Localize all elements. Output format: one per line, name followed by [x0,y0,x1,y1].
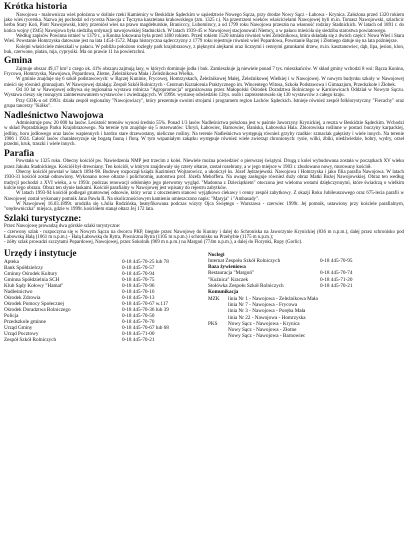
table-row [4,337,200,343]
route: linia Nr 1 - Nawojowa - Żeleźnikowa Mała [228,295,318,302]
route: Nowy Sącz - Nawojowa - Krynica [228,320,300,327]
route: Nowy Sącz - Nawojowa - Złotne [228,327,297,334]
paragraph: Zajmuje obszar 49,17 km² z czego ok. 41% obszaru zajmują lasy, w których dominuje jodła i buk. Zamieszkuje ją niewiele ponad 7 tys. mieszkańców. W skład gminy wchodzi 8 wsi: Bącza Kunina, Frycowa, Homrzyska, Nawojowa, Popardowa, Złotne, Żeleźnikowa Mała i Żeleźnikowa Wielka. [4,66,404,78]
section-title-trails: Szlaki turystyczne: [4,213,82,224]
office-name: Ośrodek Pomocy Społecznej [4,300,64,307]
document-page [2,0,406,343]
offices-rows [4,259,200,344]
office-phone: 0-18 445-70-13 [122,294,155,301]
office-phone: 0-18 445-70-75 [122,276,155,283]
office-phone: 0-18 445-70-94 [122,270,155,277]
paragraph: Obecny kościół powstał w latach 1894-98. Budowę rozpoczął ksiądz Kazimierz Wojtarowicz, a ukończył ks. Józef Jędrzejewski. Nawojowa i Homrzyska i jako filia parafia Nawojowa. W latach 1930-31 kościół został odnowiony. Wykonano nowe ołtarze i polichromię, autorstwa prof. Józefa Mehoffera. Na uwagę zasługuje również duży obraz Matki Bożej Nawojowskiej. Obraz ten według tradycji pochodzi z XVI wieku, a w 1993r. podczas renowacji odsłonięto jego pierwotny wygląd. "Madonna z Dzieciątkiem" otoczona jest wieloma wotami dziękczynnymi, które świadczą o wielkim kulcie tego obrazu. Obraz ten słynie łaskami. Kościół parafialny w Nawojowej jest wpisany do rejestru zabytków. [4,169,404,191]
carrier: MZK [208,295,220,302]
entry-name: Restauracja "Margoń" [208,270,255,277]
paragraph: Kolejni właściciele mieszkali w pałacu. W pobliżu położono rozległy park krajobrazowy, z pięknymi alejkami oraz licznymi i cennymi gatunkami drzew, m.in. kasztanowiec, dąb, lipa, jesion, klon, buk, czerwone, platan, tuja, cyprysiki. Ma on prawie 11 ha powierzchni. [4,44,404,55]
office-name: Bank Spółdzielczy [4,264,44,271]
office-name: Zespół Szkół Rolniczych [4,337,57,344]
office-name: Gminna Spółdzielnia SCH [4,276,60,283]
office-phone: 0-18 445-70-57 [122,264,155,271]
entry-phone: 0-18 445-70-95 [320,257,353,264]
office-name: Ośrodek Doradztwa Rolniczego [4,306,71,313]
entry-phone: 0-18 445-71-20 [320,276,353,283]
carrier [208,333,228,339]
contacts-area [4,248,404,344]
route: linia Nr 7 - Nawojowa - Frycowa [228,301,298,308]
route: Nowy Sącz - Nawojowa - Barnowiec [228,333,306,340]
paragraph: Powstała w 1325 roku. Obecny kościół pw. Nawiedzenia NMP jest trzecim z kolei. Niewiele można powiedzieć o pierwszej świątyni. Drugą z kolei wybudowana została w początkach XV wieku przez Jakuba Stadnickiego. Kościół był drewniany. Ten kościół, w którym znajdowały się cztery ołtarze, został rozebrany, a w jego miejsce w 1903 r. zbudowano nowy, murowany kościół. [4,159,404,170]
route: linia Nr 22 - Nawojowa - Homrzyska [228,314,306,321]
office-name: Gminny Ośrodek Kultury [4,270,58,277]
paragraph: Przez Nawojowę prowadzą dwa górskie szlaki turystyczne: [4,224,121,230]
noclegi-title: Noclegi [208,251,225,258]
entry-name: Internat Zespołu Szkół Rolniczych [208,257,281,264]
office-phone: 0-18 445-70-36 lub 39 [122,306,169,313]
komunikacja-title: Komunikacja [208,289,239,296]
list-item: - żółty szlak prowadzi szczytami Popardowej, Nawojowej, przez Sokolnik (969 m n.p.m.) na Margoń (774m n.p.m.), a dalej do Florynki, Ropy (Gorlic). [4,240,303,246]
paragraph: Przy GOK-u od 1993r. działa zespół regionalny "Nawojowiacy", który prezentuje swoimi strojami i programem region Lachów Sądeckich. Istnieje również zespół folklorystyczny "Fiecachy" oraz grupa tancerzy "Kółko". [4,98,404,110]
paragraph: Nawojowa - malownicza wieś położona w dolinie rzeki Kamienicy w Beskidzie Sądeckim w sąsiedztwie Nowego Sącza, przy drodze Nowy Sącz - Łabowa - Krynica. Założona przed 1320 rokiem jako wieś rycerska. Nazwa jej pochodzi od rycerza Nawoja z Tęczyna kasztelana krakowskiego (zm. 1325 r.). Na przestrzeni wieków właścicielami Nawojowej byli m.in. Tomasz Nawojowski, szlachcic herbu Stary Koń, Piotr Nawojowski, który przeniósł wieś na prawo magdeburskie, Branicccy, Lubomirscy, a od 1799 roku Nawojowa przeszła na własność rodziny Stadnickich. W latach od 1891 r. do końca wojny (1945) Nawojowa była siedzibą ordynacji nawojowskiej Stadnickich. W latach 1939-45 w Nawojowej stacjonowali Niemcy, a w pałacu mieściła się siedziba starostwa powiatowego. [4,12,404,34]
trail-list [4,230,404,246]
office-phone: 0-18 445-70-67 w.117 [122,300,169,307]
services-table [208,248,404,344]
office-name: Przedszkole gminne [4,319,46,325]
office-name: Apteka [4,258,19,265]
entry-phone: 0-18 445-70-21 [320,283,353,290]
paragraph: Administruje pow. 20 000 ha lasów. Lesistość terenów wynosi średnio 55%. Ponad 1/3 lasów Nadleśnictwa położona jest w paśmie Jaworzyny Krynickiej, a reszta w Beskidzie Sądeckim. Wchodzi w skład Popradzkiego Parku Krajobrazowego. Na terenie tym znajduje się 5 rezerwatów: Uhryń, Łabowiec, Barnowiec, Baniska, Łabowska Hala. Zbiorowiska roślinne w postaci buczyny karpackiej, jedliny, boru jodłowego oraz lasów wapiennych i bardzo stare drzewostany, nieliczne rośliny. Na terenie Nadleśnictwa występują również grzyby rzadkie: szmaciak gałęzisty i wiele innych. Na terenie 1906 i 1924. Całość lasów charakteryzuje się bogatą fauną i florą. W tym wspaniałym zakątku występuje również wiele zwierząt chronionych: rysie, wilki, żbiki, niedźwiedzie, bobry, wydry, orzeł przedni, kruk, traszki i wiele innych. [4,121,404,148]
offices-table [4,248,200,344]
baza-title: Baza żywieniowa [208,264,246,271]
paragraph: Od 10 lat w Nawojowej odbywa się regionalna wystawa rolnicza "Agropromocja" organizowana przez Małopolski Ośrodek Doradztwa Rolniczego w Karniowicach Oddział w Nowym Sączu. Wystawa cieszy się rosnącym zainteresowaniem wystawców i zwiedzających. W 1999r. wystawę odwiedziło 12tys. osób i zaprezentowało się 130 wystawców z całego kraju. [4,88,404,99]
office-name: Klub Sądy Kołowy "Hamat" [4,282,64,289]
office-name: Urząd Pocztowy [4,331,39,338]
office-phone: 0-18 445-70-67 lub 68 [122,325,169,332]
office-name: Urząd Gminy [4,325,33,332]
office-name: Policja [4,312,19,319]
baza-rows [208,270,404,289]
office-phone: 0-18 445-70-21 [122,337,155,344]
office-phone: 0-18 445-70-16 [122,288,155,295]
office-name: Nadleśnictwo [4,288,33,295]
entry-phone: 0-18 445-70-74 [320,270,353,277]
paragraph: W latach 1993-94 kościół podlegał gruntownej odnowie, który wraz z otoczeniem stanowi wyjątkowo ciekawy i cenny zespół zabytkowy. Z okazji Roku Jubileuszowego oraz 675-lecia parafii w Nawojowej został wykonany pomnik Jana Pawła II. Na okolicznościowym kamieniu umieszczono napis: "Maryja" i "Ambasady". [4,191,404,202]
carrier: PKS [208,320,218,327]
section-title-parafia: Parafia [4,148,35,159]
paragraph: W Nawojowej 16.03.1899r. urodziła się s.Julia Rodzińska, beatyfikowana podczas wizyty Ojca Świętego - Warszawa - czerwiec 1999r. Jej pomnik, ustawiony przy kościele parafialnym, "orędowniczka" miejsca, gdzie w 1999r. kościółem stanął ołtarz Jej 172 lata. [4,201,404,213]
entry-name: Stołówka Zespołu Szkół Rolniczych [208,283,284,290]
paragraph: Według zapisów Powinna istnieć w 1379 r., a Kunina lokowana była przed 1400 rokiem. Przed rokiem 1520 istniała również wieś Żeleźnikowa, która składała się z dwóch części: Nowa Wieś i Stara Wieś. Powstanie Homrzyska datowane jest na lata 1454-1572. Mapa historyczna sądecczyzny z 1779 roku rejestruje również wieś Popardowa, Powstanie Bączej i Złotnego datuje się na lata późniejsze. [4,33,404,45]
section-title-nadlesnictwo: Nadleśnictwo Nawojowa [4,110,104,121]
office-phone: 0-18 445-70-25 lub 78 [122,258,169,265]
office-phone: 0-18 445-70-96 [122,282,155,289]
entry-name: "Kuźnica" Kraczek [208,276,249,283]
route: linia Nr 3 - Nawojowa - Poręba Mała [228,308,306,315]
office-name: Ośrodek Zdrowia [4,294,41,301]
list-item: - czerwony szlak - rozpoczyna się w Nowym Sączu na dworcu PKP, biegnie przez Nawojowę do Kuniny i dalej do Schroniska na Jaworzynie Krynickiej (836 m n.p.m.), dalej przez schronisko pod Łabowską Halą (1061 m n.p.m.) - Halą Łabowską do Rytra, Piwniczna Rytra (1105 m n.p.m.) i schronisko na Przehybie (1175 m n.p.m.); [4,229,404,240]
offices-title: Urzędy i instytucje [4,247,77,258]
office-phone: 0-18 445-70-50 [122,312,155,319]
section-title-gmina: Gmina [4,56,32,67]
section-title-history: Krótka historia [4,2,68,12]
paragraph: W gminie znajduje się 6 szkół podstawowych: w Bączej Kuninie, Frycowej, Homrzyskach, Żeleźnikowej Małej, Żeleźnikowej Wielkiej i w Nawojowej. W nowym budynku szkoły w Nawojowej mieści się również gimnazjum. W Nawojowej działają: Zespół Szkół Rolniczych - Centrum Kształcenia Praktycznego im. Wincentego Witosa, Szkoła Podstawowa i Gimnazjum, Przedszkole i Żłobek. [4,77,404,88]
office-phone: 0-18 445-70-70 [122,319,155,325]
office-phone: 0-18 445-71-00 [122,331,155,338]
table-row [208,333,404,339]
komunikacja-rows [208,296,404,340]
